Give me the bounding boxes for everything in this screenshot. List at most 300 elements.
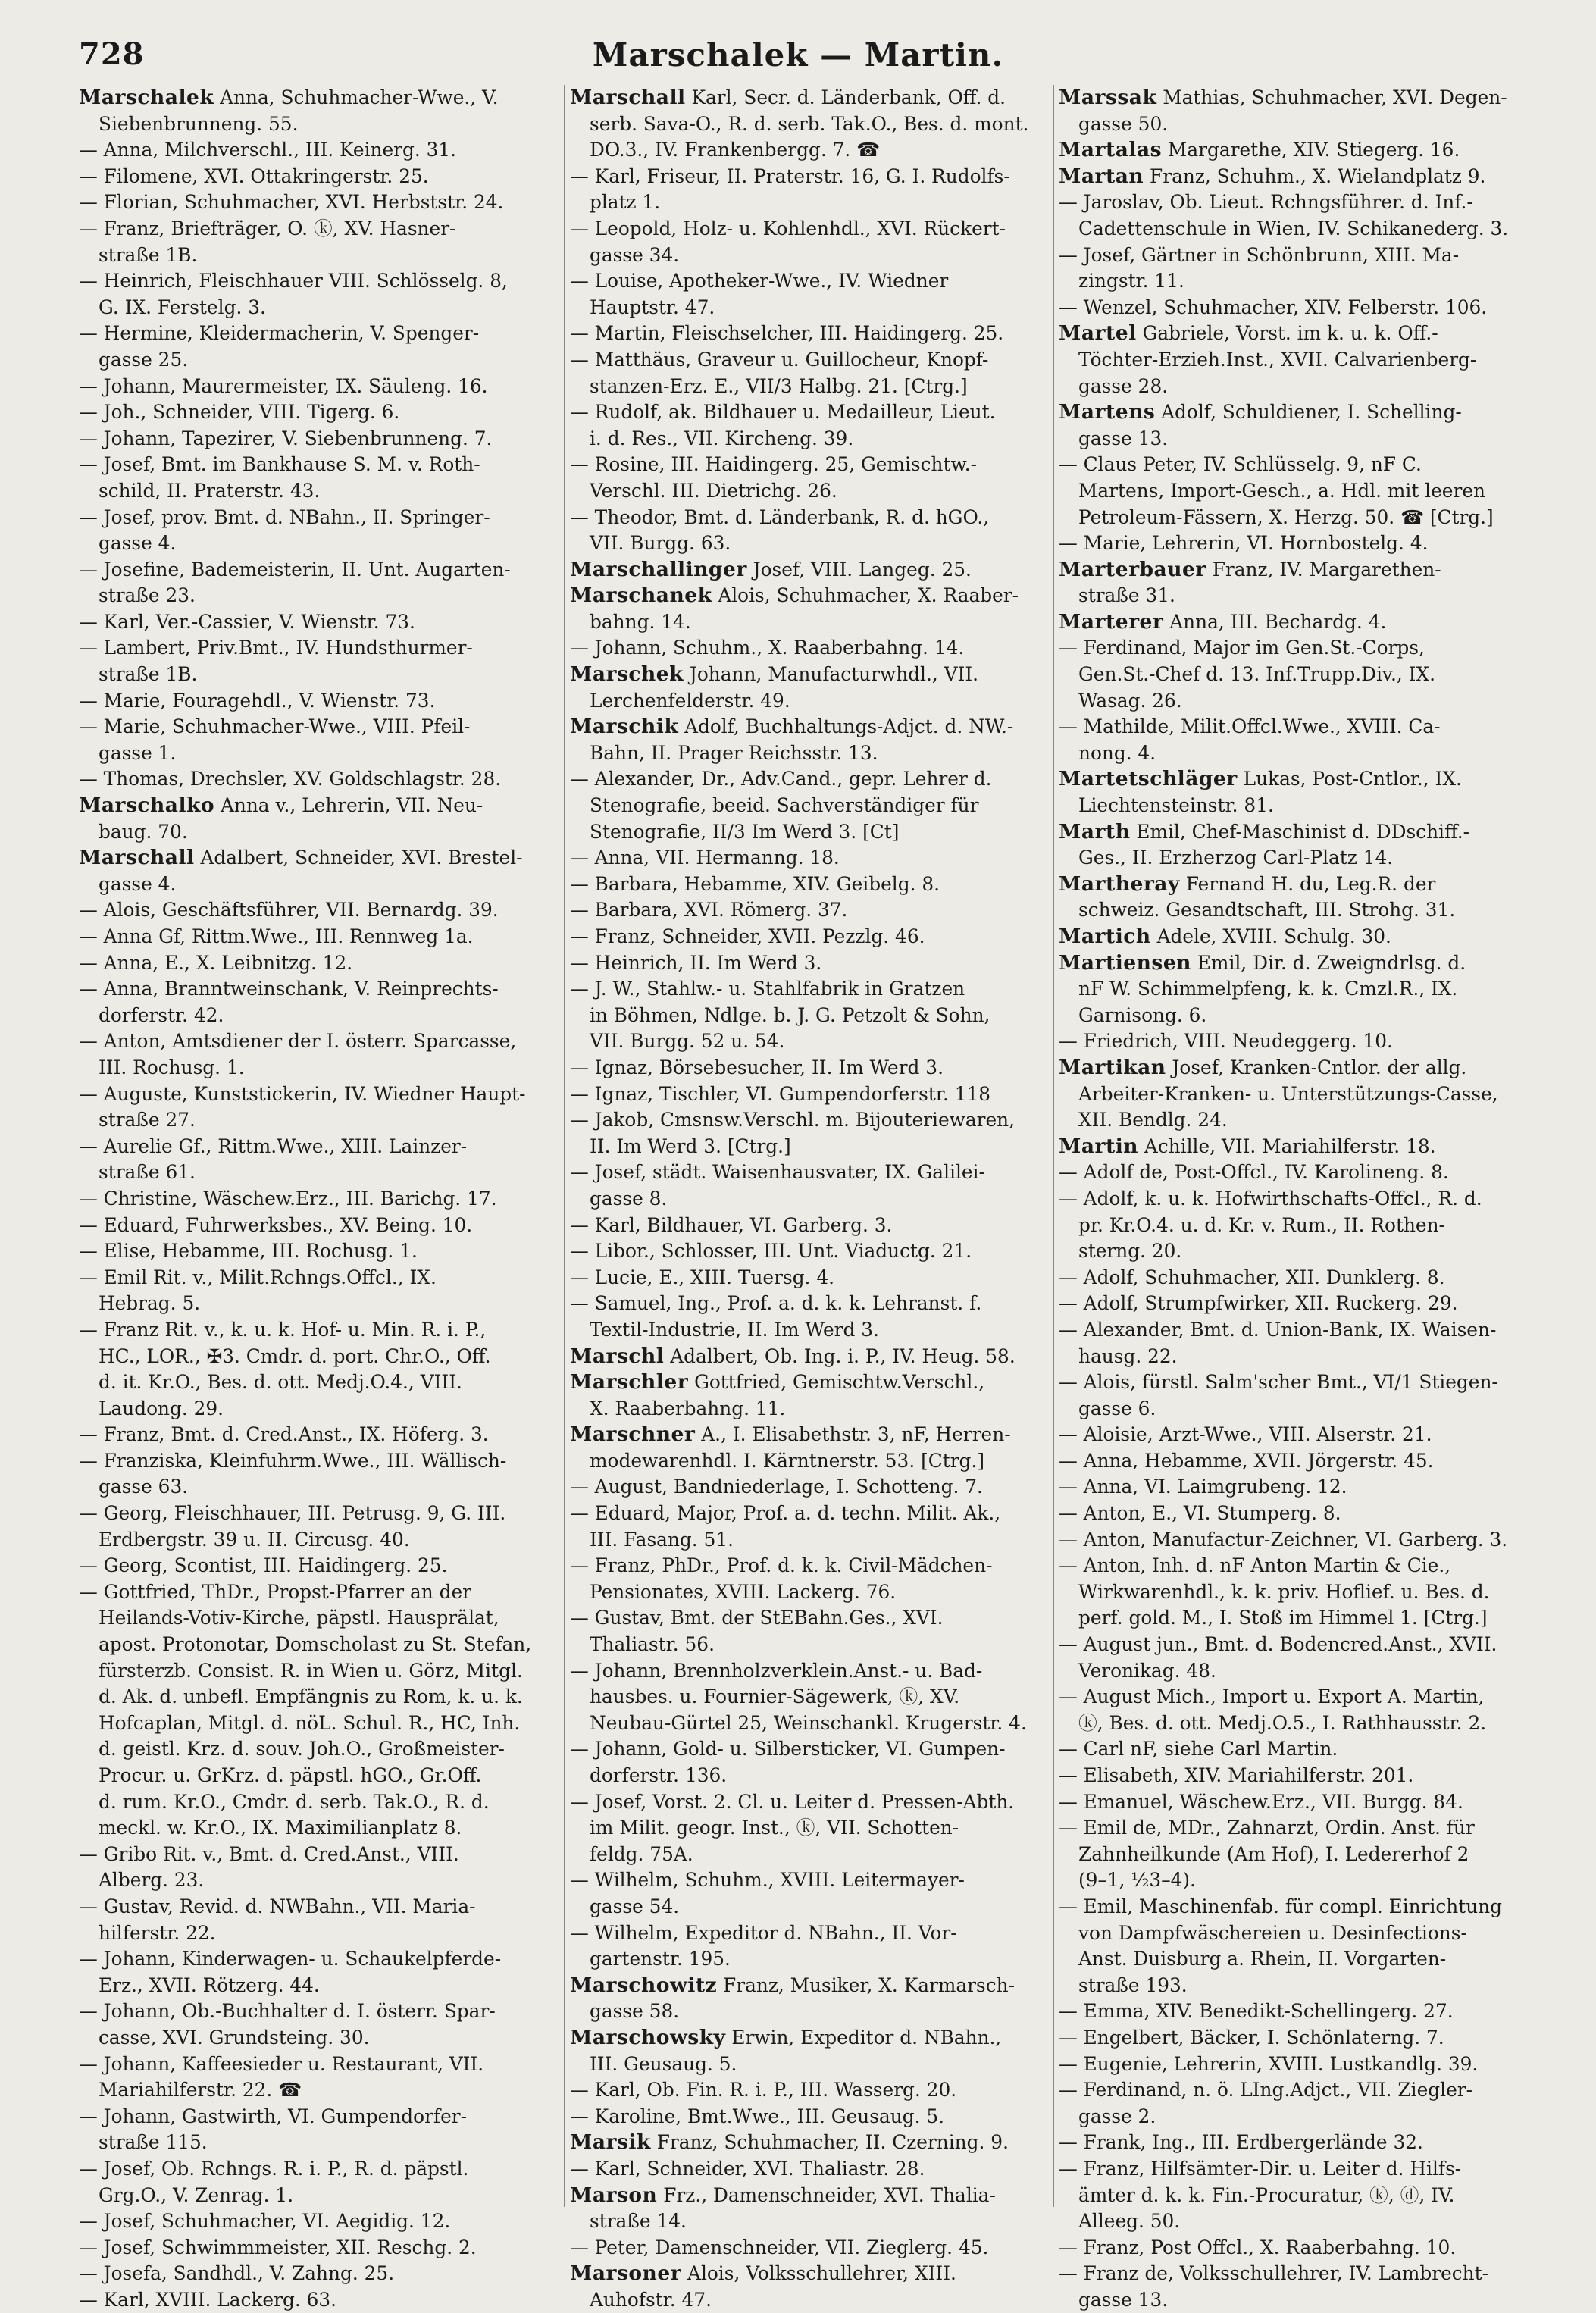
entry-text: — Heinrich, II. Im Werd 3.: [570, 951, 822, 974]
entry-text: — Karl, XVIII. Lackerg. 63.: [79, 2288, 337, 2311]
entry-text: — Martin, Fleischselcher, III. Haidingerg. 25.: [570, 322, 1004, 345]
entry-text: — Engelbert, Bäcker, I. Schönlaterng. 7.: [1059, 2026, 1444, 2049]
directory-entry: [79, 1265, 564, 1317]
directory-entry: [570, 1265, 1055, 1291]
directory-entry: [570, 635, 1055, 662]
entry-text: Anna, III. Bechardg. 4.: [1163, 610, 1387, 633]
entry-surname: Marson: [570, 2183, 658, 2207]
entry-text: — Marie, Lehrerin, VI. Hornbostelg. 4.: [1059, 532, 1429, 555]
directory-entry: [570, 2104, 1055, 2130]
directory-entry: [570, 1107, 1055, 1160]
directory-entry: [570, 452, 1055, 504]
entry-text: — Barbara, Hebamme, XIV. Geibelg. 8.: [570, 872, 940, 895]
directory-entry: [570, 1081, 1055, 1108]
entry-text: — Lambert, Priv.Bmt., IV. Hundsthurmer- straße 1B.: [79, 637, 473, 686]
entry-surname: Martiensen: [1059, 950, 1191, 975]
directory-entry: [570, 924, 1055, 950]
directory-entry: [79, 845, 564, 897]
entry-text: — Franz Rit. v., k. u. k. Hof- u. Min. R. i. P., HC., LOR., ✠3. Cmdr. d. port. Chr.O., Off. d. it. Kr.O., Bes. d. ott. Medj.O.4., VIII. Laudong. 29.: [79, 1318, 491, 1419]
entry-text: — Anna, Hebamme, XVII. Jörgerstr. 45.: [1059, 1449, 1434, 1472]
entry-text: — Peter, Damenschneider, VII. Zieglerg. 45.: [570, 2236, 989, 2258]
directory-entry: [1059, 1160, 1544, 1186]
directory-entry: [1059, 1553, 1544, 1632]
entry-surname: Marschler: [570, 1370, 689, 1394]
entry-surname: Marschner: [570, 1423, 696, 1447]
directory-entry: [570, 2156, 1055, 2183]
entry-text: Anna, Schuhmacher-Wwe., V. Siebenbrunneng. 55.: [99, 86, 499, 135]
entry-text: — Elise, Hebamme, III. Rochusg. 1.: [79, 1240, 418, 1263]
entry-text: — Adolf, Schuhmacher, XII. Dunklerg. 8.: [1059, 1266, 1445, 1288]
entry-text: — Georg, Fleischhauer, III. Petrusg. 9, G. III. Erdbergstr. 39 u. II. Circusg. 40.: [79, 1502, 506, 1551]
directory-entry: [1059, 2130, 1544, 2156]
entry-surname: Martheray: [1059, 872, 1180, 896]
directory-entry: [1059, 1134, 1544, 1160]
entry-text: Adolf, Buchhaltungs-Adjct. d. NW.- Bahn, II. Prager Reichsstr. 13.: [590, 715, 1014, 764]
entry-surname: Marschl: [570, 1344, 665, 1368]
directory-entry: [1059, 1684, 1544, 1736]
entry-text: — J. W., Stahlw.- u. Stahlfabrik in Gratzen in Böhmen, Ndlge. b. J. G. Petzolt & Sohn, VII. Burgg. 52 u. 54.: [570, 978, 990, 1053]
directory-entry: [1059, 531, 1544, 557]
directory-entry: [1059, 1265, 1544, 1291]
entry-text: — Eduard, Fuhrwerksbes., XV. Being. 10.: [79, 1213, 473, 1236]
entry-text: Alois, Volksschullehrer, XIII. Auhofstr. 47.: [590, 2262, 956, 2311]
directory-entry: [1059, 1736, 1544, 1763]
directory-entry: [1059, 950, 1544, 1029]
entry-text: Johann, Manufacturwhdl., VII. Lerchenfelderstr. 49.: [590, 663, 979, 712]
entry-text: — Anna, Branntweinschank, V. Reinprechts- dorferstr. 42.: [79, 978, 499, 1026]
entry-text: — Johann, Schuhm., X. Raaberbahng. 14.: [570, 637, 965, 659]
directory-entry: [1059, 609, 1544, 636]
directory-entry: [570, 505, 1055, 557]
entry-surname: Marsoner: [570, 2261, 682, 2286]
directory-entry: [1059, 243, 1544, 295]
directory-entry: [79, 2261, 564, 2287]
directory-entry: [79, 85, 564, 137]
directory-entry: [570, 662, 1055, 714]
directory-entry: [79, 1553, 564, 1579]
entry-surname: Marschalek: [79, 86, 214, 109]
entry-text: — Marie, Fouragehdl., V. Wienstr. 73.: [79, 689, 436, 712]
entry-text: — Wilhelm, Schuhm., XVIII. Leitermayer- gasse 54.: [570, 1869, 965, 1917]
directory-entry: [570, 85, 1055, 164]
directory-entry: [570, 1213, 1055, 1239]
directory-entry: [570, 1658, 1055, 1737]
entry-text: — Karl, Friseur, II. Praterstr. 16, G. I. Rudolfs- platz 1.: [570, 164, 1010, 214]
entry-surname: Martich: [1059, 925, 1151, 948]
directory-entry: [1059, 766, 1544, 818]
column-middle: [570, 85, 1055, 2313]
entry-text: — Emil, Maschinenfab. für compl. Einrichtung von Dampfwäschereien u. Desinfections- Anst. Duisburg a. Rhein, II. Vorgarten- straße 193.: [1059, 1895, 1503, 1996]
directory-entry: [79, 1213, 564, 1239]
entry-text: Mathias, Schuhmacher, XVI. Degen- gasse 50.: [1078, 86, 1507, 135]
directory-entry: [570, 164, 1055, 216]
directory-entry: [79, 1134, 564, 1186]
entry-text: — Aurelie Gf., Rittm.Wwe., XIII. Lainzer- straße 61.: [79, 1135, 468, 1184]
directory-entry: [79, 137, 564, 164]
entry-text: — Gustav, Revid. d. NWBahn., VII. Maria- hilferstr. 22.: [79, 1895, 476, 1944]
directory-entry: [1059, 137, 1544, 164]
directory-entry: [1059, 1448, 1544, 1475]
directory-entry: [79, 1946, 564, 1998]
entry-text: — Mathilde, Milit.Offcl.Wwe., XVIII. Ca- nong. 4.: [1059, 715, 1441, 764]
entry-surname: Martan: [1059, 164, 1144, 188]
entry-text: — Gustav, Bmt. der StEBahn.Ges., XVI. Thaliastr. 56.: [570, 1607, 944, 1656]
entry-text: — Josef, Bmt. im Bankhause S. M. v. Roth- schild, II. Praterstr. 43.: [79, 453, 480, 502]
entry-text: — August Mich., Import u. Export A. Martin, ⓚ, Bes. d. ott. Medj.O.5., I. Rathhausstr. 2.: [1059, 1685, 1487, 1734]
directory-entry: [1059, 1763, 1544, 1789]
directory-entry: [1059, 1632, 1544, 1684]
directory-entry: [570, 2025, 1055, 2077]
directory-entry: [1059, 1317, 1544, 1369]
directory-entry: [570, 1474, 1055, 1501]
page-number: 728: [79, 36, 145, 72]
entry-surname: Marssak: [1059, 86, 1157, 109]
entry-text: Gabriele, Vorst. im k. u. k. Off.- Töchter-Erzieh.Inst., XVII. Calvarienberg- gasse 28.: [1078, 322, 1477, 397]
entry-text: — Ignaz, Börsebesucher, II. Im Werd 3.: [570, 1056, 944, 1078]
entry-text: — Emanuel, Wäschew.Erz., VII. Burgg. 84.: [1059, 1790, 1463, 1813]
directory-entry: [570, 1605, 1055, 1657]
entry-text: Adolf, Schuldiener, I. Schelling- gasse 13.: [1078, 401, 1462, 449]
entry-text: — Eugenie, Lehrerin, XVIII. Lustkandlg. 39.: [1059, 2052, 1479, 2075]
directory-entry: [570, 2261, 1055, 2313]
entry-text: — Johann, Kinderwagen- u. Schaukelpferde- Erz., XVII. Rötzerg. 44.: [79, 1948, 502, 1996]
directory-entry: [570, 557, 1055, 584]
directory-entry: [79, 452, 564, 504]
directory-entry: [79, 1894, 564, 1946]
directory-entry: [79, 950, 564, 977]
entry-text: Franz, Schuhm., X. Wielandplatz 9.: [1144, 164, 1486, 187]
directory-entry: [570, 347, 1055, 399]
column-right: [1059, 85, 1544, 2313]
directory-entry: [1059, 1815, 1544, 1894]
directory-entry: [1059, 1291, 1544, 1317]
entry-text: — Ferdinand, n. ö. LIng.Adjct., VII. Ziegler- gasse 2.: [1059, 2079, 1472, 2127]
entry-text: — Alexander, Dr., Adv.Cand., gepr. Lehrer d. Stenografie, beeid. Sachverständiger für Stenografie, II/3 Im Werd 3. [Ct]: [570, 768, 992, 843]
entry-text: — Matthäus, Graveur u. Guillocheur, Knopf- stanzen-Erz. E., VII/3 Halbg. 21. [Ctrg.]: [570, 348, 989, 397]
entry-text: Achille, VII. Mariahilferstr. 18.: [1138, 1135, 1436, 1157]
entry-text: Franz, Schuhmacher, II. Czerning. 9.: [650, 2131, 1009, 2154]
entry-text: Franz, Musiker, X. Karmarsch- gasse 58.: [590, 1973, 1015, 2023]
entry-text: — Karoline, Bmt.Wwe., III. Geusaug. 5.: [570, 2105, 945, 2127]
directory-entry: [1059, 872, 1544, 924]
directory-entry: [1059, 1527, 1544, 1554]
directory-entry: [1059, 321, 1544, 399]
directory-entry: [570, 1867, 1055, 1920]
directory-entry: [570, 399, 1055, 452]
entry-text: — Johann, Brennholzverklein.Anst.- u. Bad- hausbes. u. Fournier-Sägewerk, ⓚ, XV. Neubau-Gürtel 25, Weinschankl. Krugerstr. 4.: [570, 1659, 1027, 1734]
entry-text: — Johann, Maurermeister, IX. Säuleng. 16.: [79, 374, 488, 397]
entry-text: — Johann, Gastwirth, VI. Gumpendorfer- straße 115.: [79, 2105, 468, 2154]
entry-text: — Jakob, Cmsnsw.Verschl. m. Bijouteriewaren, II. Im Werd 3. [Ctrg.]: [570, 1109, 1015, 1157]
entry-text: — Ferdinand, Major im Gen.St.-Corps, Gen.St.-Chef d. 13. Inf.Trupp.Div., IX. Wasag. 26.: [1059, 637, 1435, 712]
entry-text: — Eduard, Major, Prof. a. d. techn. Milit. Ak., III. Fasang. 51.: [570, 1502, 1001, 1551]
directory-entry: [79, 374, 564, 400]
entry-text: — Anna Gf, Rittm.Wwe., III. Rennweg 1a.: [79, 925, 474, 947]
directory-entry: [79, 426, 564, 452]
directory-entry: [1059, 1055, 1544, 1134]
entry-surname: Marsik: [570, 2130, 651, 2155]
directory-entry: [79, 1998, 564, 2051]
entry-text: — Lucie, E., XIII. Tuersg. 4.: [570, 1266, 834, 1288]
entry-text: — Louise, Apotheker-Wwe., IV. Wiedner Hauptstr. 47.: [570, 270, 949, 318]
entry-text: — Josef, Ob. Rchngs. R. i. P., R. d. päpstl. Grg.O., V. Zenrag. 1.: [79, 2157, 469, 2206]
entry-surname: Marschek: [570, 662, 684, 687]
directory-entry: [79, 897, 564, 924]
directory-entry: [79, 505, 564, 557]
directory-entry: [79, 557, 564, 609]
entry-text: Alois, Schuhmacher, X. Raaber- bahng. 14.: [590, 584, 1019, 633]
directory-entry: [1059, 924, 1544, 950]
directory-entry: [570, 950, 1055, 977]
entry-surname: Marschall: [570, 86, 686, 109]
directory-entry: [79, 216, 564, 268]
entry-text: — Adolf de, Post-Offcl., IV. Karolineng. 8.: [1059, 1161, 1449, 1184]
directory-entry: [79, 976, 564, 1028]
directory-entry: [570, 2183, 1055, 2235]
entry-text: — Karl, Ob. Fin. R. i. P., III. Wasserg. 20.: [570, 2079, 957, 2102]
directory-entry: [79, 1448, 564, 1501]
entry-surname: Marth: [1059, 819, 1131, 844]
directory-entry: [570, 216, 1055, 268]
entry-text: — Franz, Briefträger, O. ⓚ, XV. Hasner- straße 1B.: [79, 217, 456, 266]
entry-text: — Theodor, Bmt. d. Länderbank, R. d. hGO., VII. Burgg. 63.: [570, 505, 990, 555]
entry-text: — Marie, Schuhmacher-Wwe., VIII. Pfeil- gasse 1.: [79, 715, 471, 764]
entry-text: — Josefine, Bademeisterin, II. Unt. Augarten- straße 23.: [79, 558, 511, 607]
entry-text: — Anna, VII. Hermanng. 18.: [570, 847, 840, 869]
entry-text: — Franz, Schneider, XVII. Pezzlg. 46.: [570, 925, 925, 947]
directory-entry: [570, 1238, 1055, 1265]
entry-text: — Anton, E., VI. Stumperg. 8.: [1059, 1502, 1341, 1525]
directory-entry: [79, 1422, 564, 1448]
directory-entry: [79, 1842, 564, 1894]
directory-entry: [79, 1238, 564, 1265]
directory-entry: [79, 2104, 564, 2156]
entry-text: — Franz, Hilfsämter-Dir. u. Leiter d. Hilfs- ämter d. k. k. Fin.-Procuratur, ⓚ, ⓓ, IV. Alleeg. 50.: [1059, 2157, 1462, 2233]
entry-text: Josef, VIII. Langeg. 25.: [746, 558, 972, 581]
directory-entry: [570, 2235, 1055, 2261]
entry-text: — Gottfried, ThDr., Propst-Pfarrer an der Heilands-Votiv-Kirche, päpstl. Hausprälat, apost. Protonotar, Domscholast zu St. Stefan, fürsterzb. Consist. R. in Wien u. Görz, Mitgl. d. Ak. d. unbefl. Empfängnis zu Rom, k. u. k. Hofcaplan, Mitgl. d. nöL. Schul. R., HC, Inh. d. geistl. Krz. d. souv. Joh.O., Großmeister- Procur. u. GrKrz. d. päpstl. hGO., Gr.Off. d. rum. Kr.O., Cmdr. d. serb. Tak.O., R. d. meckl. w. Kr.O., IX. Maximilianplatz 8.: [79, 1580, 532, 1839]
entry-text: — Florian, Schuhmacher, XVI. Herbststr. 24.: [79, 191, 504, 214]
entry-surname: Marterer: [1059, 609, 1164, 634]
entry-text: — Filomene, XVI. Ottakringerstr. 25.: [79, 164, 429, 187]
directory-entry: [1059, 557, 1544, 609]
entry-text: — Joh., Schneider, VIII. Tigerg. 6.: [79, 401, 400, 424]
directory-entry: [570, 897, 1055, 924]
entry-text: — Alois, fürstl. Salm'scher Bmt., VI/1 Stiegen- gasse 6.: [1059, 1371, 1498, 1419]
entry-text: — Samuel, Ing., Prof. a. d. k. k. Lehranst. f. Textil-Industrie, II. Im Werd 3.: [570, 1292, 982, 1341]
directory-entry: [79, 2208, 564, 2235]
entry-text: — Rudolf, ak. Bildhauer u. Medailleur, Lieut. i. d. Res., VII. Kircheng. 39.: [570, 401, 996, 449]
entry-text: Gottfried, Gemischtw.Verschl., X. Raaberbahng. 11.: [590, 1371, 985, 1419]
entry-text: — Alois, Geschäftsführer, VII. Bernardg. 39.: [79, 899, 499, 922]
directory-entry: [1059, 1186, 1544, 1265]
entry-text: — Barbara, XVI. Römerg. 37.: [570, 899, 848, 922]
directory-entry: [79, 1081, 564, 1134]
directory-entry: [79, 793, 564, 845]
directory-entry: [570, 1920, 1055, 1973]
entry-text: — Carl nF, siehe Carl Martin.: [1059, 1738, 1338, 1761]
directory-entry: [1059, 85, 1544, 137]
entry-text: — Anna, VI. Laimgrubeng. 12.: [1059, 1476, 1347, 1498]
entry-surname: Marschalko: [79, 793, 215, 818]
directory-entry: [1059, 1422, 1544, 1448]
entry-text: — Leopold, Holz- u. Kohlenhdl., XVI. Rückert- gasse 34.: [570, 217, 1006, 266]
entry-text: — Alexander, Bmt. d. Union-Bank, IX. Waisen- hausg. 22.: [1059, 1318, 1497, 1367]
entry-text: — Libor., Schlosser, III. Unt. Viaductg. 21.: [570, 1240, 972, 1263]
directory-entry: [570, 872, 1055, 898]
directory-entry: [79, 399, 564, 426]
directory-entry: [79, 268, 564, 321]
entry-text: Adalbert, Schneider, XVI. Brestel- gasse 4.: [99, 847, 523, 895]
directory-entry: [570, 1422, 1055, 1474]
entry-text: Josef, Kranken-Cntlor. der allg. Arbeiter-Kranken- u. Unterstützungs-Casse, XII. Bendlg. 24.: [1078, 1056, 1498, 1131]
entry-text: — Josef, Vorst. 2. Cl. u. Leiter d. Pressen-Abth. im Milit. geogr. Inst., ⓚ, VII. Schotten- feldg. 75A.: [570, 1790, 1015, 1865]
directory-entry: [79, 2156, 564, 2208]
entry-surname: Martalas: [1059, 138, 1163, 162]
entry-text: — Auguste, Kunststickerin, IV. Wiedner Haupt- straße 27.: [79, 1082, 526, 1131]
entry-surname: Marschowsky: [570, 2025, 726, 2049]
entry-text: Lukas, Post-Cntlor., IX. Liechtensteinstr. 81.: [1078, 768, 1462, 817]
directory-entry: [570, 1553, 1055, 1605]
directory-entry: [570, 714, 1055, 766]
directory-entry: [1059, 2025, 1544, 2052]
entry-text: — Johann, Kaffeesieder u. Restaurant, VII. Mariahilferstr. 22. ☎: [79, 2052, 484, 2102]
directory-entry: [1059, 1028, 1544, 1055]
directory-entry: [79, 766, 564, 793]
directory-entry: [79, 1501, 564, 1553]
directory-entry: [1059, 714, 1544, 766]
entry-text: — Friedrich, VIII. Neudeggerg. 10.: [1059, 1030, 1393, 1053]
entry-text: Emil, Dir. d. Zweigndrlsg. d. nF W. Schimmelpfeng, k. k. Cmzl.R., IX. Garnisong. 6.: [1078, 951, 1466, 1026]
entry-text: Erwin, Expeditor d. NBahn., III. Geusaug. 5.: [590, 2026, 1002, 2075]
entry-text: Adalbert, Ob. Ing. i. P., IV. Heug. 58.: [664, 1344, 1015, 1367]
directory-entry: [1059, 635, 1544, 714]
directory-entry: [79, 2052, 564, 2104]
entry-text: — Frank, Ing., III. Erdbergerlände 32.: [1059, 2131, 1423, 2154]
entry-text: — Jaroslav, Ob. Lieut. Rchngsführer. d. Inf.- Cadettenschule in Wien, IV. Schikanederg. 3.: [1059, 191, 1509, 239]
entry-text: — Aloisie, Arzt-Wwe., VIII. Alserstr. 21.: [1059, 1423, 1432, 1446]
entry-text: — Georg, Scontist, III. Haidingerg. 25.: [79, 1554, 448, 1577]
entry-surname: Marterbauer: [1059, 557, 1206, 581]
directory-entry: [1059, 1894, 1544, 1998]
directory-entry: [570, 1369, 1055, 1422]
directory-entry: [1059, 2261, 1544, 2313]
entry-text: — Franz, Bmt. d. Cred.Anst., IX. Höferg. 3.: [79, 1423, 489, 1446]
directory-entry: [570, 268, 1055, 321]
entry-text: — Josef, städt. Waisenhausvater, IX. Galilei- gasse 8.: [570, 1161, 985, 1210]
entry-text: — Franziska, Kleinfuhrm.Wwe., III. Wällisch- gasse 63.: [79, 1449, 507, 1498]
entry-surname: Marschallinger: [570, 557, 747, 581]
entry-text: — Karl, Ver.-Cassier, V. Wienstr. 73.: [79, 610, 415, 633]
entry-surname: Martel: [1059, 321, 1137, 346]
column-divider: [564, 85, 565, 2207]
directory-entry: [570, 2077, 1055, 2104]
entry-surname: Marschall: [79, 846, 195, 870]
entry-text: — Josefa, Sandhdl., V. Zahng. 25.: [79, 2262, 395, 2285]
entry-surname: Marschowitz: [570, 1973, 718, 1997]
directory-entry: [570, 2130, 1055, 2156]
directory-entry: [1059, 164, 1544, 190]
entry-text: — Heinrich, Fleischhauer VIII. Schlösselg. 8, G. IX. Ferstelg. 3.: [79, 270, 508, 318]
entry-text: — Anton, Manufactur-Zeichner, VI. Garberg. 3.: [1059, 1528, 1508, 1551]
entry-text: — Wilhelm, Expeditor d. NBahn., II. Vor- gartenstr. 195.: [570, 1921, 957, 1970]
directory-entry: [79, 635, 564, 687]
entry-text: — Franz, PhDr., Prof. d. k. k. Civil-Mädchen- Pensionates, XVIII. Lackerg. 76.: [570, 1554, 993, 1603]
directory-entry: [570, 845, 1055, 872]
directory-entry: [1059, 2156, 1544, 2235]
entry-text: — Adolf, Strumpfwirker, XII. Ruckerg. 29.: [1059, 1292, 1458, 1315]
entry-text: — Thomas, Drechsler, XV. Goldschlagstr. 28.: [79, 768, 502, 790]
directory-entry: [1059, 1474, 1544, 1501]
entry-text: — Christine, Wäschew.Erz., III. Barichg. 17.: [79, 1187, 497, 1210]
entry-text: — Josef, Schwimmmeister, XII. Reschg. 2.: [79, 2236, 477, 2258]
entry-text: — Johann, Gold- u. Silbersticker, VI. Gumpen- dorferstr. 136.: [570, 1738, 1006, 1786]
directory-entry: [79, 1579, 564, 1842]
entry-text: — Emil de, MDr., Zahnarzt, Ordin. Anst. für Zahnheilkunde (Am Hof), I. Ledererhof 2 (9–1, ½3–4).: [1059, 1817, 1475, 1892]
entry-text: — Josef, Schuhmacher, VI. Aegidig. 12.: [79, 2210, 451, 2233]
entry-text: — Franz, Post Offcl., X. Raaberbahng. 10.: [1059, 2236, 1457, 2258]
entry-text: Anna v., Lehrerin, VII. Neu- baug. 70.: [99, 794, 483, 843]
entry-text: — Gribo Rit. v., Bmt. d. Cred.Anst., VIII. Alberg. 23.: [79, 1842, 459, 1892]
entry-text: — Adolf, k. u. k. Hofwirthschafts-Offcl., R. d. pr. Kr.O.4. u. d. Kr. v. Rum., II. Rothen- sterng. 20.: [1059, 1187, 1482, 1263]
entry-text: — Anton, Amtsdiener der I. österr. Sparcasse, III. Rochusg. 1.: [79, 1030, 517, 1078]
directory-entry: [79, 2287, 564, 2313]
directory-entry: [1059, 819, 1544, 872]
entry-text: Margarethe, XIV. Stiegerg. 16.: [1162, 139, 1460, 161]
entry-text: Emil, Chef-Maschinist d. DDschiff.- Ges., II. Erzherzog Carl-Platz 14.: [1078, 820, 1469, 869]
directory-entry: [79, 609, 564, 636]
directory-entry: [79, 164, 564, 190]
directory-entry: [570, 1160, 1055, 1212]
directory-entry: [1059, 2077, 1544, 2130]
entry-text: Fernand H. du, Leg.R. der schweiz. Gesandtschaft, III. Strohg. 31.: [1078, 872, 1456, 922]
directory-entry: [570, 1291, 1055, 1343]
directory-entry: [1059, 295, 1544, 321]
entry-text: — Johann, Tapezirer, V. Siebenbrunneng. 7.: [79, 427, 493, 449]
entry-text: — Franz de, Volksschullehrer, IV. Lambrecht- gasse 13.: [1059, 2262, 1488, 2311]
directory-entry: [570, 976, 1055, 1055]
entry-text: A., I. Elisabethstr. 3, nF, Herren- modewarenhdl. I. Kärntnerstr. 53. [Ctrg.]: [590, 1423, 1011, 1472]
directory-entry: [79, 321, 564, 373]
directory-entry: [1059, 1369, 1544, 1422]
directory-entry: [1059, 1789, 1544, 1816]
directory-entry: [570, 1055, 1055, 1081]
entry-text: — Emil Rit. v., Milit.Rchngs.Offcl., IX. Hebrag. 5.: [79, 1266, 437, 1315]
entry-text: — Karl, Bildhauer, VI. Garberg. 3.: [570, 1213, 893, 1236]
directory-entry: [79, 688, 564, 715]
entry-text: — Wenzel, Schuhmacher, XIV. Felberstr. 106.: [1059, 296, 1488, 318]
entry-text: — Johann, Ob.-Buchhalter d. I. österr. Spar- casse, XVI. Grundsteing. 30.: [79, 2000, 496, 2049]
directory-entry: [570, 1736, 1055, 1789]
entry-text: Adele, XVIII. Schulg. 30.: [1150, 925, 1391, 947]
entry-text: — Hermine, Kleidermacherin, V. Spenger- gasse 25.: [79, 322, 480, 371]
entry-text: — Emma, XIV. Benedikt-Schellingerg. 27.: [1059, 2000, 1454, 2023]
column-left: [79, 85, 564, 2313]
directory-entry: [79, 1317, 564, 1422]
entry-surname: Martin: [1059, 1134, 1139, 1158]
directory-entry: [1059, 189, 1544, 242]
directory-entry: [570, 766, 1055, 845]
directory-entry: [570, 321, 1055, 347]
directory-entry: [79, 1186, 564, 1213]
entry-surname: Marschik: [570, 715, 679, 739]
entry-text: — Ignaz, Tischler, VI. Gumpendorferstr. 118: [570, 1082, 991, 1105]
entry-text: — Josef, prov. Bmt. d. NBahn., II. Springer- gasse 4.: [79, 505, 490, 555]
entry-text: Franz, IV. Margarethen- straße 31.: [1078, 558, 1441, 607]
directory-entry: [79, 189, 564, 216]
entry-text: — Elisabeth, XIV. Mariahilferstr. 201.: [1059, 1764, 1414, 1786]
entry-text: — Anna, Milchverschl., III. Keinerg. 31.: [79, 139, 457, 161]
